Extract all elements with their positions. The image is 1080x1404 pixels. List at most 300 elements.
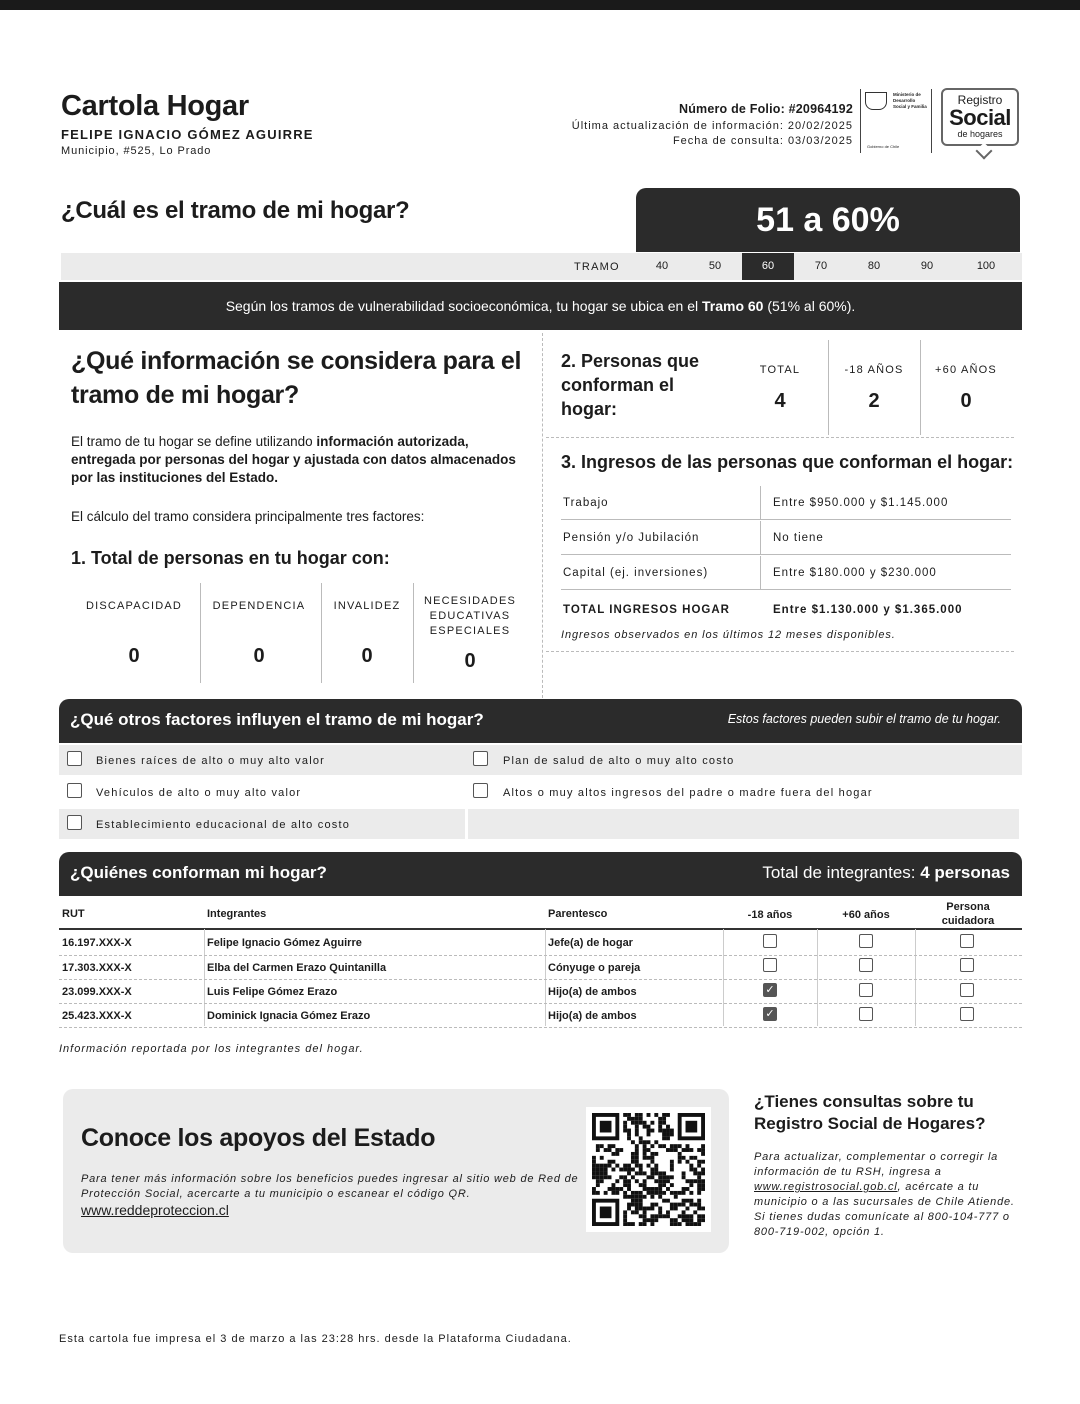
qr-module	[600, 1144, 604, 1148]
personas-label: -18 AÑOS	[844, 364, 904, 376]
qr-module	[623, 1195, 627, 1199]
row-rut: 23.099.XXX-X	[62, 986, 132, 998]
rsh-logo-bot: de hogares	[957, 129, 1003, 139]
qr-module	[635, 1210, 639, 1214]
factor-label: NECESIDADES EDUCATIVAS ESPECIALES	[423, 595, 517, 637]
ingreso-row	[561, 567, 1011, 590]
qr-module	[623, 1191, 627, 1195]
row-relation: Cónyuge o pareja	[548, 962, 641, 974]
qr-module	[682, 1171, 686, 1175]
factor-checkbox[interactable]	[67, 815, 82, 830]
qr-module	[639, 1140, 643, 1144]
divider	[546, 651, 1014, 652]
qr-module	[596, 1148, 600, 1152]
qr-module	[647, 1148, 651, 1152]
info-heading: ¿Qué información se considera para el tramo de mi hogar?	[71, 347, 522, 409]
qr-module	[643, 1179, 647, 1183]
qr-code-icon[interactable]	[586, 1107, 711, 1232]
factor-label: Bienes raíces de alto o muy alto valor	[96, 755, 326, 767]
qr-module	[604, 1191, 608, 1195]
over60-checkbox[interactable]	[859, 958, 873, 972]
qr-module	[650, 1171, 654, 1175]
qr-module	[608, 1164, 612, 1168]
qr-module	[689, 1203, 693, 1207]
ministry-name: Ministerio de Desarrollo Social y Familia	[893, 92, 927, 109]
ingreso-key: Trabajo	[563, 497, 609, 509]
qr-module	[701, 1183, 705, 1187]
qr-module	[658, 1191, 662, 1195]
qr-module	[682, 1199, 686, 1203]
qr-module	[670, 1164, 674, 1168]
qr-module	[639, 1171, 643, 1175]
rsh-logo-top: Registro	[957, 93, 1003, 107]
qr-module	[631, 1199, 635, 1203]
qr-module	[670, 1207, 674, 1211]
hogar-total-label: Total de integrantes:	[762, 863, 921, 882]
holder-name: FELIPE IGNACIO GÓMEZ AGUIRRE	[61, 127, 314, 142]
qr-module	[600, 1156, 604, 1160]
divider	[723, 929, 724, 1026]
qr-module	[686, 1214, 690, 1218]
qr-module	[654, 1164, 658, 1168]
rsh-logo-mid: Social	[949, 105, 1011, 130]
qr-module	[670, 1132, 674, 1136]
qr-module	[666, 1136, 670, 1140]
divider	[321, 583, 322, 683]
qr-module	[689, 1168, 693, 1172]
qr-module	[697, 1164, 701, 1168]
qr-module	[627, 1164, 631, 1168]
qr-module	[608, 1175, 612, 1179]
qr-module	[689, 1179, 693, 1183]
qr-module	[697, 1179, 701, 1183]
qr-module	[643, 1187, 647, 1191]
registro-link[interactable]: www.registrosocial.gob.cl	[754, 1181, 898, 1193]
qr-module	[650, 1195, 654, 1199]
qr-module	[682, 1191, 686, 1195]
qr-module	[697, 1187, 701, 1191]
qr-module	[693, 1203, 697, 1207]
qr-module	[600, 1168, 604, 1172]
qr-module	[693, 1210, 697, 1214]
qr-module	[686, 1160, 690, 1164]
qr-module	[662, 1175, 666, 1179]
qr-module	[608, 1160, 612, 1164]
qr-module	[596, 1179, 600, 1183]
qr-module	[658, 1207, 662, 1211]
factor-label: Establecimiento educacional de alto costo	[96, 819, 351, 831]
qr-module	[592, 1175, 596, 1179]
qr-module	[670, 1183, 674, 1187]
qr-module	[701, 1171, 705, 1175]
under18-checkbox[interactable]	[763, 934, 777, 948]
qr-module	[623, 1168, 627, 1172]
divider	[204, 929, 205, 1026]
row-rut: 25.423.XXX-X	[62, 1010, 132, 1022]
qr-module	[635, 1199, 639, 1203]
qr-module	[643, 1148, 647, 1152]
qr-module	[674, 1203, 678, 1207]
factor-label: Plan de salud de alto o muy alto costo	[503, 755, 735, 767]
tramo-question: ¿Cuál es el tramo de mi hogar?	[61, 197, 410, 224]
divider	[920, 340, 921, 435]
qr-module	[596, 1183, 600, 1187]
tramo-tick: 100	[976, 260, 996, 272]
col-header-name: Integrantes	[207, 908, 267, 920]
qr-module	[647, 1125, 651, 1129]
qr-module	[623, 1164, 627, 1168]
qr-module	[693, 1156, 697, 1160]
qr-module	[701, 1207, 705, 1211]
qr-module	[689, 1148, 693, 1152]
qr-module	[666, 1175, 670, 1179]
info-text: El tramo de tu hogar se define utilizando	[71, 434, 317, 449]
qr-module	[682, 1175, 686, 1179]
qr-module	[596, 1164, 600, 1168]
row-rut: 17.303.XXX-X	[62, 962, 132, 974]
factor-label: DEPENDENCIA	[212, 600, 306, 612]
row-relation: Hijo(a) de ambos	[548, 986, 637, 998]
qr-module	[608, 1148, 612, 1152]
qr-module	[658, 1195, 662, 1199]
qr-module	[662, 1214, 666, 1218]
qr-module	[647, 1140, 651, 1144]
qr-module	[623, 1218, 627, 1222]
qr-module	[658, 1125, 662, 1129]
qr-module	[631, 1152, 635, 1156]
table-row-line	[59, 1003, 1022, 1004]
qr-module	[627, 1187, 631, 1191]
qr-module	[658, 1179, 662, 1183]
qr-module	[627, 1113, 631, 1117]
ingreso-row	[561, 497, 1011, 520]
hogar-heading: ¿Quiénes conforman mi hogar?	[70, 863, 327, 882]
qr-module	[631, 1191, 635, 1195]
qr-module	[631, 1140, 635, 1144]
qr-module	[697, 1207, 701, 1211]
qr-module	[647, 1156, 651, 1160]
qr-module	[682, 1187, 686, 1191]
qr-module	[643, 1171, 647, 1175]
qr-module	[604, 1164, 608, 1168]
qr-module	[693, 1171, 697, 1175]
qr-module	[670, 1175, 674, 1179]
qr-module	[686, 1207, 690, 1211]
factor-value: 0	[128, 645, 140, 667]
qr-module	[650, 1222, 654, 1226]
factor-label: Altos o muy altos ingresos del padre o madre fuera del hogar	[503, 787, 873, 799]
ingreso-key: Pensión y/o Jubilación	[563, 532, 700, 544]
qr-module	[650, 1191, 654, 1195]
qr-module	[643, 1156, 647, 1160]
qr-module	[689, 1214, 693, 1218]
tramo-tick-active: 60	[742, 253, 794, 280]
divider	[760, 521, 761, 555]
qr-module	[650, 1218, 654, 1222]
qr-module	[693, 1179, 697, 1183]
qr-module	[670, 1218, 674, 1222]
qr-module	[592, 1187, 596, 1191]
qr-module	[701, 1168, 705, 1172]
qr-module	[674, 1195, 678, 1199]
qr-module	[623, 1222, 627, 1226]
qr-module	[697, 1175, 701, 1179]
last-update: Última actualización de información: 20/02/2025	[571, 120, 853, 132]
qr-module	[686, 1148, 690, 1152]
qr-module	[697, 1160, 701, 1164]
qr-module	[635, 1148, 639, 1152]
qr-module	[623, 1179, 627, 1183]
qr-module	[611, 1160, 615, 1164]
qr-module	[627, 1222, 631, 1226]
row-name: Luis Felipe Gómez Erazo	[207, 986, 338, 998]
qr-module	[604, 1168, 608, 1172]
qr-module	[615, 1187, 619, 1191]
qr-module	[666, 1125, 670, 1129]
qr-module	[631, 1117, 635, 1121]
factor-checkbox[interactable]	[473, 783, 488, 798]
qr-module	[615, 1148, 619, 1152]
qr-module	[686, 1144, 690, 1148]
qr-module	[678, 1160, 682, 1164]
over60-checkbox[interactable]	[859, 983, 873, 997]
under18-checkbox[interactable]: ✓	[763, 1007, 777, 1021]
qr-module	[654, 1191, 658, 1195]
qr-module	[701, 1152, 705, 1156]
qr-module	[604, 1171, 608, 1175]
qr-module	[674, 1144, 678, 1148]
qr-module	[662, 1117, 666, 1121]
qr-module	[670, 1222, 674, 1226]
qr-module	[600, 1171, 604, 1175]
factor-label: INVALIDEZ	[333, 600, 401, 612]
tramo-tick: 90	[920, 260, 934, 272]
qr-module	[647, 1187, 651, 1191]
qr-module	[635, 1160, 639, 1164]
row-relation: Hijo(a) de ambos	[548, 1010, 637, 1022]
qr-module	[697, 1203, 701, 1207]
qr-module	[647, 1164, 651, 1168]
qr-module	[627, 1183, 631, 1187]
qr-module	[592, 1156, 596, 1160]
divider	[760, 556, 761, 590]
qr-module	[689, 1183, 693, 1187]
ingreso-value: Entre $950.000 y $1.145.000	[773, 497, 949, 509]
factor-label: DISCAPACIDAD	[85, 600, 183, 612]
qr-module	[592, 1160, 596, 1164]
qr-module	[650, 1214, 654, 1218]
qr-module	[682, 1148, 686, 1152]
row-name: Elba del Carmen Erazo Quintanilla	[207, 962, 387, 974]
qr-module	[639, 1199, 643, 1203]
qr-module	[611, 1191, 615, 1195]
divider	[545, 929, 546, 1026]
carer-checkbox[interactable]	[960, 958, 974, 972]
over60-checkbox[interactable]	[859, 934, 873, 948]
qr-module	[643, 1218, 647, 1222]
qr-module	[666, 1148, 670, 1152]
col-header-under18: -18 años	[747, 909, 793, 921]
info-paragraph	[71, 433, 526, 487]
qr-module	[639, 1168, 643, 1172]
banner-text: Según los tramos de vulnerabilidad socioeconómica, tu hogar se ubica en el	[225, 298, 702, 314]
qr-module	[639, 1136, 643, 1140]
hogar-note: Información reportada por los integrantes del hogar.	[59, 1043, 364, 1055]
qr-module	[650, 1121, 654, 1125]
qr-module	[697, 1214, 701, 1218]
qr-module	[658, 1117, 662, 1121]
qr-module	[670, 1168, 674, 1172]
factor-checkbox[interactable]	[67, 751, 82, 766]
qr-module	[693, 1222, 697, 1226]
qr-module	[662, 1183, 666, 1187]
qr-module	[592, 1171, 596, 1175]
qr-module	[701, 1160, 705, 1164]
qr-module	[662, 1113, 666, 1117]
banner-range: (51% al 60%).	[763, 298, 856, 314]
qr-module	[647, 1175, 651, 1179]
qr-module	[600, 1179, 604, 1183]
qr-module	[697, 1183, 701, 1187]
qr-module	[662, 1136, 666, 1140]
qr-module	[635, 1156, 639, 1160]
qr-module	[647, 1191, 651, 1195]
calc-paragraph: El cálculo del tramo considera principalmente tres factores:	[71, 509, 425, 524]
qr-module	[686, 1179, 690, 1183]
qr-module	[650, 1203, 654, 1207]
qr-module	[623, 1125, 627, 1129]
consultas-heading: ¿Tienes consultas sobre tu Registro Social de Hogares?	[754, 1092, 986, 1133]
qr-module	[689, 1199, 693, 1203]
qr-module	[650, 1160, 654, 1164]
qr-module	[682, 1210, 686, 1214]
qr-module	[701, 1187, 705, 1191]
qr-module	[623, 1113, 627, 1117]
qr-module	[619, 1148, 623, 1152]
apoyos-link[interactable]: www.reddeproteccion.cl	[81, 1202, 229, 1218]
factor-checkbox[interactable]	[67, 783, 82, 798]
qr-module	[639, 1214, 643, 1218]
qr-module	[650, 1187, 654, 1191]
qr-module	[615, 1152, 619, 1156]
qr-module	[654, 1140, 658, 1144]
personas-value: 0	[960, 390, 972, 412]
factor-checkbox[interactable]	[473, 751, 488, 766]
qr-module	[647, 1113, 651, 1117]
qr-module	[658, 1129, 662, 1133]
qr-module	[643, 1140, 647, 1144]
qr-module	[635, 1191, 639, 1195]
qr-module	[678, 1144, 682, 1148]
carer-checkbox[interactable]	[960, 934, 974, 948]
qr-module	[674, 1222, 678, 1226]
qr-module	[666, 1129, 670, 1133]
tramo-scale-label: TRAMO	[574, 261, 620, 273]
qr-module	[611, 1183, 615, 1187]
qr-module	[623, 1121, 627, 1125]
qr-module	[611, 1187, 615, 1191]
row-relation: Jefe(a) de hogar	[548, 937, 633, 949]
qr-module	[619, 1168, 623, 1172]
qr-module	[643, 1214, 647, 1218]
qr-module	[662, 1132, 666, 1136]
qr-module	[686, 1187, 690, 1191]
qr-module	[666, 1199, 670, 1203]
row-name: Felipe Ignacio Gómez Aguirre	[207, 937, 362, 949]
qr-module	[650, 1144, 654, 1148]
apoyos-text: Para tener más información sobre los beneficios puedes ingresar al sitio web de Red de Protección Social, acercarte a tu municipio o escanear el código QR.	[81, 1173, 579, 1200]
qr-module	[670, 1191, 674, 1195]
ingreso-row	[561, 532, 1011, 555]
qr-module	[643, 1183, 647, 1187]
qr-module	[592, 1164, 596, 1168]
divider	[413, 583, 414, 683]
qr-module	[654, 1203, 658, 1207]
qr-module	[670, 1129, 674, 1133]
top-edge-bar	[0, 0, 1080, 10]
qr-module	[686, 1218, 690, 1222]
qr-module	[678, 1214, 682, 1218]
qr-module	[639, 1191, 643, 1195]
qr-module	[662, 1171, 666, 1175]
qr-module	[654, 1168, 658, 1172]
carer-checkbox[interactable]	[960, 1007, 974, 1021]
carer-checkbox[interactable]	[960, 983, 974, 997]
qr-module	[631, 1160, 635, 1164]
hogar-total-count: 4 personas	[920, 863, 1010, 882]
holder-address: Municipio, #525, Lo Prado	[61, 145, 212, 157]
qr-module	[639, 1183, 643, 1187]
hogar-header	[59, 852, 1022, 896]
qr-module	[678, 1191, 682, 1195]
qr-module	[611, 1152, 615, 1156]
qr-module	[631, 1175, 635, 1179]
qr-module	[701, 1144, 705, 1148]
consultas-text-post: , acércate a tu municipio o a las sucursales de Chile Atiende. Si tienes dudas comunícate al 800-104-777 o 800-719-002, opción 1.	[754, 1181, 1015, 1238]
divider	[760, 486, 761, 520]
factor-row	[468, 809, 1019, 839]
apoyos-heading: Conoce los apoyos del Estado	[81, 1124, 436, 1152]
qr-module	[666, 1210, 670, 1214]
qr-module	[639, 1164, 643, 1168]
qr-module	[689, 1222, 693, 1226]
qr-module	[623, 1214, 627, 1218]
gov-footer: Gobierno de Chile	[867, 144, 900, 149]
qr-module	[627, 1203, 631, 1207]
qr-module	[682, 1214, 686, 1218]
qr-module	[662, 1144, 666, 1148]
personas-value: 2	[868, 390, 880, 412]
tramo-value: 51 a 60%	[636, 188, 1020, 252]
qr-module	[596, 1168, 600, 1172]
otros-header	[59, 699, 1022, 743]
qr-module	[604, 1148, 608, 1152]
qr-module	[650, 1207, 654, 1211]
over60-checkbox[interactable]	[859, 1007, 873, 1021]
qr-module	[635, 1113, 639, 1117]
under18-checkbox[interactable]: ✓	[763, 983, 777, 997]
qr-module	[662, 1179, 666, 1183]
table-row-line	[59, 1027, 1022, 1028]
personas-label: TOTAL	[759, 364, 801, 376]
qr-module	[689, 1164, 693, 1168]
qr-module	[697, 1171, 701, 1175]
qr-module	[627, 1179, 631, 1183]
qr-module	[600, 1164, 604, 1168]
qr-module	[631, 1222, 635, 1226]
qr-module	[654, 1179, 658, 1183]
under18-checkbox[interactable]	[763, 958, 777, 972]
